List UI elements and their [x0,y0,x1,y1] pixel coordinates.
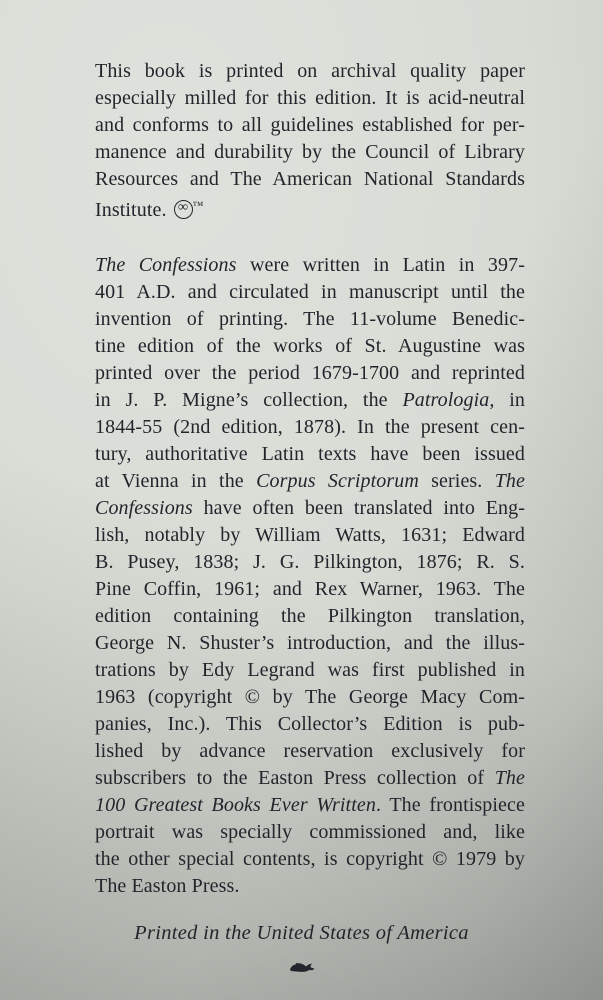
text-segment: edition containing the Pilkington translation, [95,605,525,627]
text-line [95,468,525,495]
text-segment: panies, Inc.). This Collector’s Edition is pub- [95,713,525,735]
text-segment: The [494,470,525,492]
text-segment: 1963 (copyright © by The George Macy Com- [95,686,525,708]
text-line [95,630,525,657]
text-line [95,360,525,387]
text-segment: subscribers to the Easton Press collection of [95,767,495,789]
paragraph [95,252,525,900]
text-segment: series. [418,470,495,492]
text-segment: . The frontispiece [375,794,525,816]
text-line [95,333,525,360]
text-segment: B. Pusey, 1838; J. G. Pilkington, 1876; R. S. [95,551,525,573]
text-segment: Patrologia, [402,389,495,411]
permanent-paper-icon: ∞ [174,200,193,219]
text-line [95,139,525,166]
text-segment: Corpus Scriptorum [256,470,419,492]
text-segment: especially milled for this edition. It is acid-neutral [95,87,525,109]
text-segment: Institute. [95,199,167,220]
text-line [95,792,525,819]
text-line [95,279,525,306]
text-segment: manence and durability by the Council of Library [95,141,525,163]
text-segment: at Vienna in the [95,470,257,492]
text-line [95,846,525,873]
trademark-symbol: ™ [192,200,203,212]
text-line [95,58,525,85]
text-segment: trations by Edy Legrand was first published in [95,659,525,681]
text-segment: the other special contents, is copyright © 1979 by [95,848,525,870]
text-line [95,576,525,603]
text-line [95,711,525,738]
text-line [95,85,525,112]
text-segment: The [494,767,525,789]
text-segment: Pine Coffin, 1961; and Rex Warner, 1963. The [95,578,525,600]
text-segment: invention of printing. The 11-volume Benedic- [95,308,525,330]
text-line [95,306,525,333]
text-segment: The Confessions [95,254,237,276]
text-segment: 100 Greatest Books Ever Written [95,794,376,816]
text-line [95,765,525,792]
colophon-text [95,58,525,900]
paragraph [95,58,525,220]
text-segment: lished by advance reservation exclusively for [95,740,525,762]
text-line [95,873,525,900]
text-line [95,441,525,468]
text-segment: in J. P. Migne’s collection, the [95,389,403,411]
printed-in-usa-line: Printed in the United States of America [134,922,469,944]
text-segment: The Easton Press. [95,875,240,897]
text-line [95,414,525,441]
text-line [95,387,525,414]
text-line [95,684,525,711]
text-line [95,657,525,684]
text-segment: 1844-55 (2nd edition, 1878). In the present cen- [95,416,525,438]
text-segment: Resources and The American National Standards [95,168,525,190]
text-segment: have often been translated into Eng- [192,497,525,519]
text-segment: printed over the period 1679-1700 and reprinted [95,362,525,384]
text-segment: and conforms to all guidelines established for per- [95,114,525,136]
text-segment: This book is printed on archival quality paper [95,60,525,82]
text-segment: were written in Latin in 397- [236,254,525,276]
text-line [95,252,525,279]
text-line [95,549,525,576]
text-line [95,603,525,630]
text-line [95,166,525,193]
text-segment: 401 A.D. and circulated in manuscript until the [95,281,525,303]
text-segment: Confessions [95,497,193,519]
text-segment: George N. Shuster’s introduction, and the illus- [95,632,525,654]
text-segment: in [494,389,525,411]
text-line [95,738,525,765]
text-line [95,495,525,522]
text-line [95,193,525,220]
text-segment: tury, authoritative Latin texts have been issued [95,443,525,465]
text-segment: portrait was specially commissioned and, like [95,821,525,843]
text-segment: lish, notably by William Watts, 1631; Edward [95,524,525,546]
text-segment: tine edition of the works of St. Augustine was [95,335,525,357]
text-line [95,112,525,139]
text-line [95,522,525,549]
fish-ornament-icon [287,959,317,977]
text-line [95,819,525,846]
